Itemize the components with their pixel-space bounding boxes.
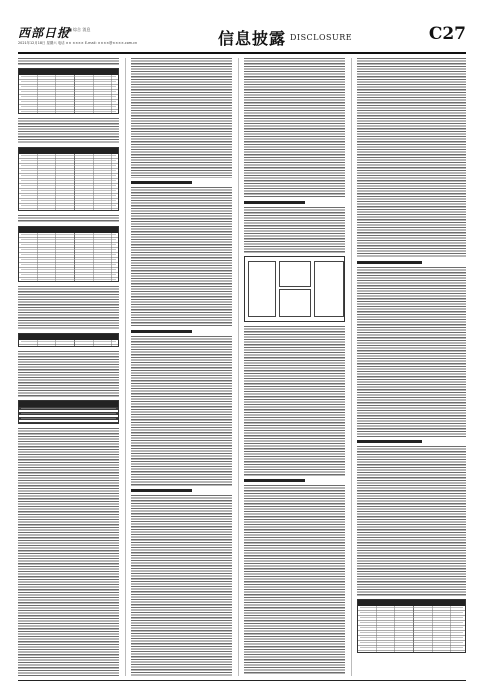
subheading — [244, 479, 305, 482]
text-block — [18, 118, 119, 144]
text-block — [131, 58, 232, 178]
subheading — [131, 489, 192, 492]
dateline: 2021年12月18日 星期六 电话 ×× ×××× E-mail: ××××@××××.com.cn — [18, 41, 138, 45]
data-table — [18, 226, 119, 282]
data-table — [18, 147, 119, 211]
data-table — [357, 599, 466, 653]
text-block — [18, 351, 119, 397]
diagram-box — [314, 261, 344, 317]
column-2 — [131, 58, 232, 676]
text-block — [131, 495, 232, 676]
text-block — [18, 286, 119, 330]
text-block — [357, 58, 466, 258]
subheading — [131, 330, 192, 333]
logo-subtitle: ■ 综合 消息 — [68, 27, 91, 32]
subheading — [131, 181, 192, 184]
text-block — [18, 215, 119, 223]
column-divider — [351, 58, 352, 676]
text-block — [244, 326, 345, 476]
diagram-box — [279, 289, 311, 317]
column-divider — [125, 58, 126, 676]
section-title-en: DISCLOSURE — [290, 33, 353, 42]
masthead-rule — [18, 52, 466, 54]
page-number: C27 — [428, 24, 466, 44]
subheading — [357, 440, 422, 443]
data-table — [18, 68, 119, 114]
subheading — [244, 201, 305, 204]
newspaper-logo: 西部日报 — [18, 26, 71, 40]
text-block — [244, 58, 345, 198]
column-4 — [357, 58, 466, 676]
text-block — [357, 267, 466, 437]
column-divider — [238, 58, 239, 676]
masthead — [18, 24, 466, 50]
structure-diagram — [244, 256, 345, 322]
text-block — [357, 446, 466, 596]
text-block — [244, 485, 345, 675]
data-table — [18, 333, 119, 347]
text-block — [131, 336, 232, 486]
diagram-box — [279, 261, 311, 287]
text-block — [244, 207, 345, 253]
text-block — [18, 428, 119, 676]
text-block — [131, 187, 232, 327]
subheading — [357, 261, 422, 264]
data-table — [18, 400, 119, 424]
diagram-box — [248, 261, 276, 317]
text-block — [18, 58, 119, 65]
section-title-cn: 信息披露 — [218, 29, 287, 48]
column-3 — [244, 58, 345, 676]
column-1 — [18, 58, 119, 676]
footer-rule — [18, 680, 466, 681]
